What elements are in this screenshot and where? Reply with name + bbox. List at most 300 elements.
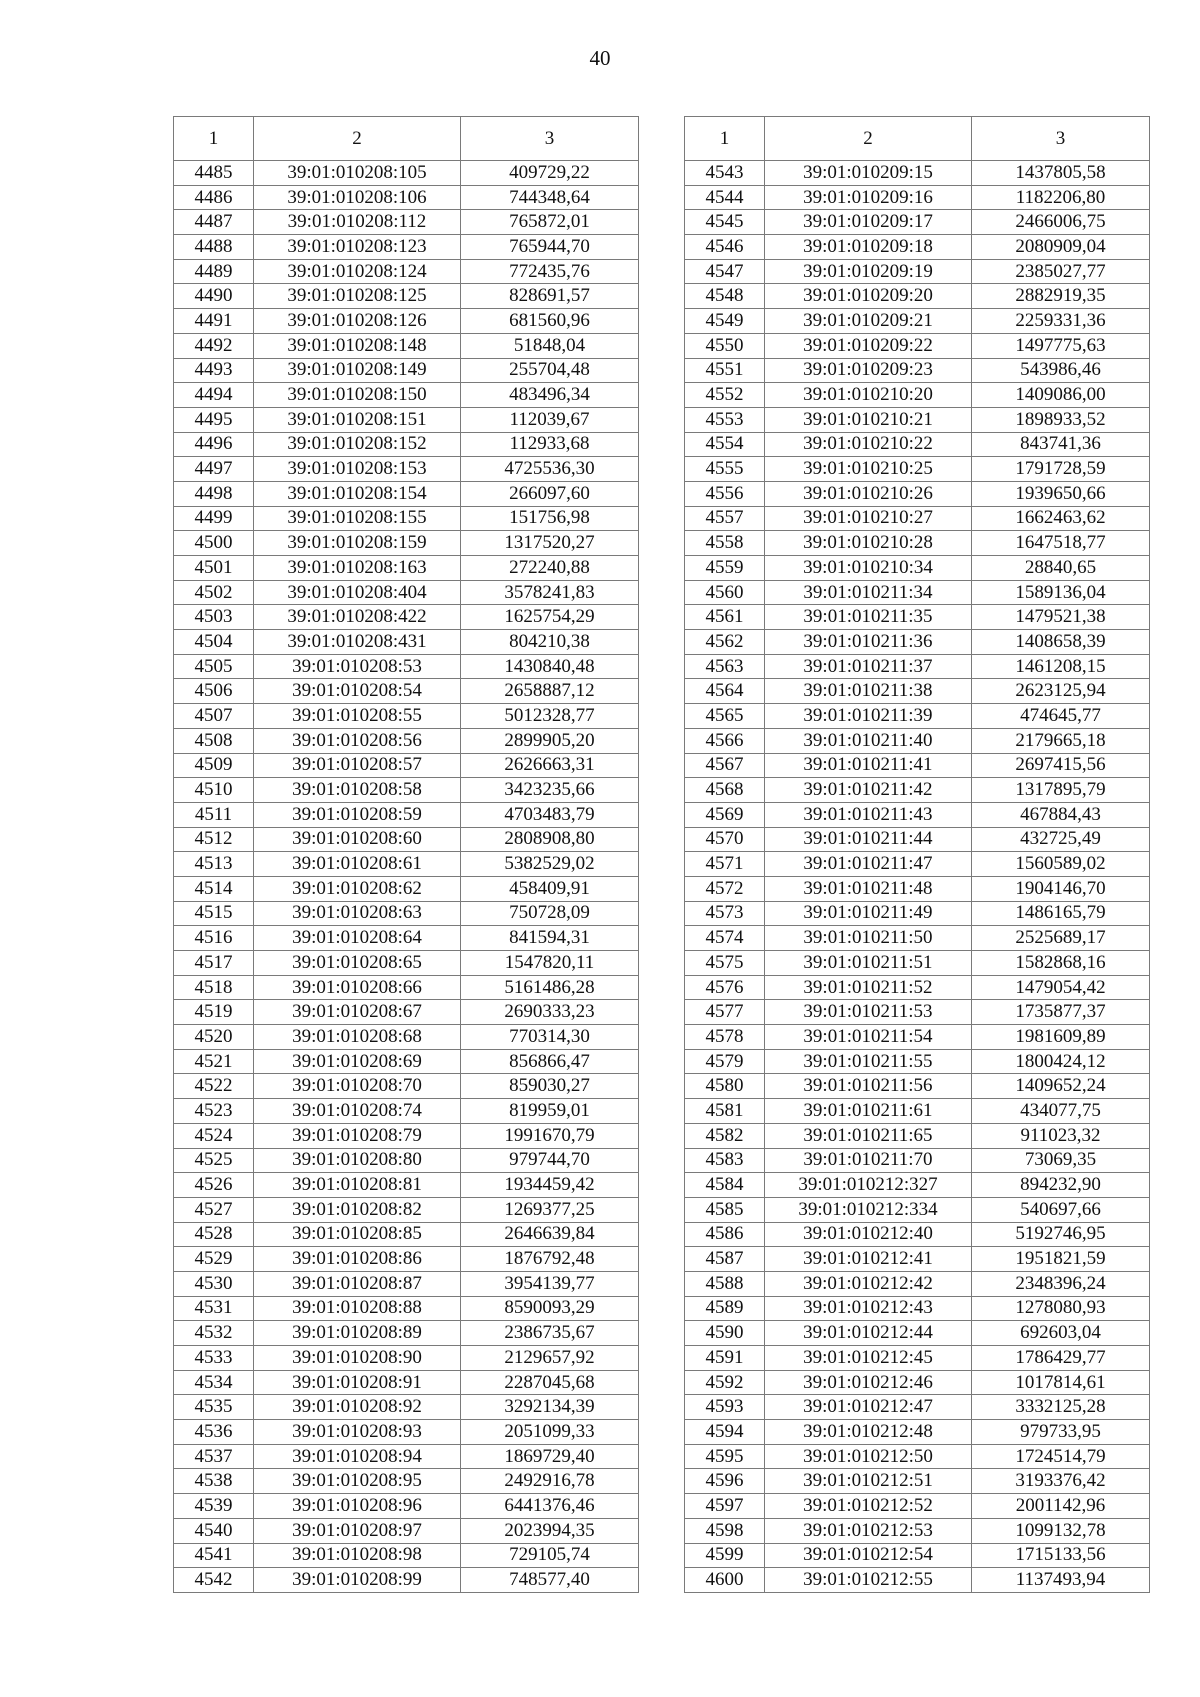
value-cell: 2287045,68 — [461, 1370, 639, 1395]
cadastral-number-cell: 39:01:010208:61 — [254, 852, 461, 877]
cadastral-number-cell: 39:01:010208:152 — [254, 432, 461, 457]
row-number-cell: 4572 — [685, 876, 765, 901]
cadastral-number-cell: 39:01:010208:80 — [254, 1148, 461, 1173]
row-number-cell: 4530 — [174, 1271, 254, 1296]
value-cell: 979733,95 — [972, 1420, 1150, 1445]
table-row — [685, 951, 1150, 976]
row-number-cell: 4599 — [685, 1543, 765, 1568]
cadastral-number-cell: 39:01:010208:96 — [254, 1494, 461, 1519]
cadastral-number-cell: 39:01:010208:150 — [254, 383, 461, 408]
table-row — [685, 1346, 1150, 1371]
table-row — [174, 1395, 639, 1420]
row-number-cell: 4509 — [174, 753, 254, 778]
table-row — [174, 753, 639, 778]
table-header-row — [685, 117, 1150, 161]
value-cell: 1589136,04 — [972, 580, 1150, 605]
table-row — [174, 1000, 639, 1025]
row-number-cell: 4491 — [174, 309, 254, 334]
cadastral-number-cell: 39:01:010212:43 — [765, 1296, 972, 1321]
table-row — [174, 185, 639, 210]
value-cell: 1317895,79 — [972, 778, 1150, 803]
row-number-cell: 4558 — [685, 531, 765, 556]
table-row — [685, 926, 1150, 951]
value-cell: 1904146,70 — [972, 876, 1150, 901]
table-row — [174, 605, 639, 630]
header-col-3: 3 — [972, 117, 1150, 161]
table-row — [685, 802, 1150, 827]
row-number-cell: 4522 — [174, 1074, 254, 1099]
table-row — [174, 802, 639, 827]
value-cell: 1497775,63 — [972, 333, 1150, 358]
row-number-cell: 4494 — [174, 383, 254, 408]
row-number-cell: 4495 — [174, 407, 254, 432]
table-row — [174, 901, 639, 926]
table-row — [685, 1025, 1150, 1050]
cadastral-number-cell: 39:01:010211:37 — [765, 654, 972, 679]
value-cell: 729105,74 — [461, 1543, 639, 1568]
cadastral-number-cell: 39:01:010211:56 — [765, 1074, 972, 1099]
cadastral-number-cell: 39:01:010208:155 — [254, 506, 461, 531]
row-number-cell: 4487 — [174, 210, 254, 235]
cadastral-number-cell: 39:01:010211:34 — [765, 580, 972, 605]
cadastral-number-cell: 39:01:010208:148 — [254, 333, 461, 358]
table-row — [174, 1346, 639, 1371]
row-number-cell: 4593 — [685, 1395, 765, 1420]
table-row — [685, 753, 1150, 778]
value-cell: 2690333,23 — [461, 1000, 639, 1025]
table-row — [685, 161, 1150, 186]
value-cell: 2348396,24 — [972, 1271, 1150, 1296]
row-number-cell: 4515 — [174, 901, 254, 926]
row-number-cell: 4500 — [174, 531, 254, 556]
value-cell: 2080909,04 — [972, 235, 1150, 260]
value-cell: 1278080,93 — [972, 1296, 1150, 1321]
value-cell: 2385027,77 — [972, 259, 1150, 284]
row-number-cell: 4488 — [174, 235, 254, 260]
cadastral-number-cell: 39:01:010211:39 — [765, 704, 972, 729]
table-row — [685, 1099, 1150, 1124]
row-number-cell: 4508 — [174, 728, 254, 753]
table-row — [174, 432, 639, 457]
cadastral-number-cell: 39:01:010208:54 — [254, 679, 461, 704]
table-row — [685, 1049, 1150, 1074]
value-cell: 1625754,29 — [461, 605, 639, 630]
value-cell: 770314,30 — [461, 1025, 639, 1050]
cadastral-number-cell: 39:01:010208:106 — [254, 185, 461, 210]
value-cell: 1647518,77 — [972, 531, 1150, 556]
value-cell: 2023994,35 — [461, 1518, 639, 1543]
table-row — [685, 1420, 1150, 1445]
header-col-1: 1 — [174, 117, 254, 161]
cadastral-number-cell: 39:01:010211:55 — [765, 1049, 972, 1074]
table-row — [685, 704, 1150, 729]
row-number-cell: 4565 — [685, 704, 765, 729]
table-row — [174, 556, 639, 581]
cadastral-number-cell: 39:01:010211:35 — [765, 605, 972, 630]
row-number-cell: 4535 — [174, 1395, 254, 1420]
cadastral-number-cell: 39:01:010208:151 — [254, 407, 461, 432]
cadastral-number-cell: 39:01:010209:23 — [765, 358, 972, 383]
cadastral-number-cell: 39:01:010208:85 — [254, 1222, 461, 1247]
value-cell: 3423235,66 — [461, 778, 639, 803]
row-number-cell: 4523 — [174, 1099, 254, 1124]
row-number-cell: 4528 — [174, 1222, 254, 1247]
table-row — [174, 210, 639, 235]
value-cell: 2129657,92 — [461, 1346, 639, 1371]
value-cell: 2658887,12 — [461, 679, 639, 704]
table-row — [685, 654, 1150, 679]
value-cell: 1182206,80 — [972, 185, 1150, 210]
value-cell: 1791728,59 — [972, 457, 1150, 482]
cadastral-number-cell: 39:01:010208:53 — [254, 654, 461, 679]
value-cell: 1317520,27 — [461, 531, 639, 556]
value-cell: 894232,90 — [972, 1173, 1150, 1198]
cadastral-number-cell: 39:01:010210:25 — [765, 457, 972, 482]
row-number-cell: 4562 — [685, 630, 765, 655]
value-cell: 112933,68 — [461, 432, 639, 457]
value-cell: 1876792,48 — [461, 1247, 639, 1272]
table-row — [174, 309, 639, 334]
row-number-cell: 4544 — [685, 185, 765, 210]
cadastral-number-cell: 39:01:010211:49 — [765, 901, 972, 926]
row-number-cell: 4580 — [685, 1074, 765, 1099]
cadastral-number-cell: 39:01:010208:105 — [254, 161, 461, 186]
table-row — [685, 852, 1150, 877]
cadastral-number-cell: 39:01:010211:36 — [765, 630, 972, 655]
cadastral-number-cell: 39:01:010209:15 — [765, 161, 972, 186]
cadastral-number-cell: 39:01:010208:123 — [254, 235, 461, 260]
cadastral-number-cell: 39:01:010212:45 — [765, 1346, 972, 1371]
table-row — [685, 556, 1150, 581]
value-cell: 543986,46 — [972, 358, 1150, 383]
row-number-cell: 4526 — [174, 1173, 254, 1198]
cadastral-number-cell: 39:01:010208:126 — [254, 309, 461, 334]
cadastral-number-cell: 39:01:010208:99 — [254, 1568, 461, 1593]
value-cell: 765872,01 — [461, 210, 639, 235]
table-row — [685, 1395, 1150, 1420]
value-cell: 1409652,24 — [972, 1074, 1150, 1099]
value-cell: 2051099,33 — [461, 1420, 639, 1445]
table-row — [174, 1025, 639, 1050]
value-cell: 804210,38 — [461, 630, 639, 655]
value-cell: 2623125,94 — [972, 679, 1150, 704]
cadastral-number-cell: 39:01:010212:46 — [765, 1370, 972, 1395]
row-number-cell: 4583 — [685, 1148, 765, 1173]
header-col-3: 3 — [461, 117, 639, 161]
value-cell: 2646639,84 — [461, 1222, 639, 1247]
row-number-cell: 4551 — [685, 358, 765, 383]
row-number-cell: 4501 — [174, 556, 254, 581]
cadastral-number-cell: 39:01:010208:163 — [254, 556, 461, 581]
table-row — [685, 1247, 1150, 1272]
row-number-cell: 4563 — [685, 654, 765, 679]
cadastral-number-cell: 39:01:010212:51 — [765, 1469, 972, 1494]
value-cell: 856866,47 — [461, 1049, 639, 1074]
row-number-cell: 4541 — [174, 1543, 254, 1568]
value-cell: 28840,65 — [972, 556, 1150, 581]
row-number-cell: 4591 — [685, 1346, 765, 1371]
table-row — [685, 506, 1150, 531]
table-row — [685, 358, 1150, 383]
value-cell: 458409,91 — [461, 876, 639, 901]
row-number-cell: 4510 — [174, 778, 254, 803]
table-row — [174, 259, 639, 284]
table-row — [174, 1444, 639, 1469]
row-number-cell: 4507 — [174, 704, 254, 729]
cadastral-number-cell: 39:01:010208:56 — [254, 728, 461, 753]
row-number-cell: 4531 — [174, 1296, 254, 1321]
row-number-cell: 4589 — [685, 1296, 765, 1321]
row-number-cell: 4533 — [174, 1346, 254, 1371]
cadastral-number-cell: 39:01:010210:27 — [765, 506, 972, 531]
value-cell: 1724514,79 — [972, 1444, 1150, 1469]
cadastral-number-cell: 39:01:010208:70 — [254, 1074, 461, 1099]
table-row — [174, 1123, 639, 1148]
table-row — [685, 407, 1150, 432]
cadastral-number-cell: 39:01:010208:153 — [254, 457, 461, 482]
table-row — [174, 654, 639, 679]
cadastral-number-cell: 39:01:010208:97 — [254, 1518, 461, 1543]
table-row — [174, 1271, 639, 1296]
row-number-cell: 4506 — [174, 679, 254, 704]
value-cell: 1547820,11 — [461, 951, 639, 976]
table-row — [174, 926, 639, 951]
cadastral-number-cell: 39:01:010211:40 — [765, 728, 972, 753]
table-row — [685, 531, 1150, 556]
row-number-cell: 4490 — [174, 284, 254, 309]
row-number-cell: 4578 — [685, 1025, 765, 1050]
cadastral-number-cell: 39:01:010208:67 — [254, 1000, 461, 1025]
cadastral-number-cell: 39:01:010208:74 — [254, 1099, 461, 1124]
cadastral-number-cell: 39:01:010212:41 — [765, 1247, 972, 1272]
table-row — [174, 728, 639, 753]
row-number-cell: 4536 — [174, 1420, 254, 1445]
row-number-cell: 4512 — [174, 827, 254, 852]
cadastral-table-right — [684, 116, 1150, 1593]
cadastral-number-cell: 39:01:010208:159 — [254, 531, 461, 556]
row-number-cell: 4554 — [685, 432, 765, 457]
row-number-cell: 4532 — [174, 1321, 254, 1346]
cadastral-number-cell: 39:01:010208:79 — [254, 1123, 461, 1148]
value-cell: 266097,60 — [461, 481, 639, 506]
cadastral-number-cell: 39:01:010208:69 — [254, 1049, 461, 1074]
row-number-cell: 4534 — [174, 1370, 254, 1395]
cadastral-number-cell: 39:01:010208:125 — [254, 284, 461, 309]
row-number-cell: 4486 — [174, 185, 254, 210]
value-cell: 1715133,56 — [972, 1543, 1150, 1568]
value-cell: 1869729,40 — [461, 1444, 639, 1469]
value-cell: 748577,40 — [461, 1568, 639, 1593]
value-cell: 4703483,79 — [461, 802, 639, 827]
cadastral-number-cell: 39:01:010208:55 — [254, 704, 461, 729]
cadastral-number-cell: 39:01:010211:65 — [765, 1123, 972, 1148]
value-cell: 8590093,29 — [461, 1296, 639, 1321]
value-cell: 841594,31 — [461, 926, 639, 951]
value-cell: 73069,35 — [972, 1148, 1150, 1173]
value-cell: 1409086,00 — [972, 383, 1150, 408]
cadastral-number-cell: 39:01:010212:334 — [765, 1197, 972, 1222]
value-cell: 255704,48 — [461, 358, 639, 383]
cadastral-number-cell: 39:01:010208:57 — [254, 753, 461, 778]
table-row — [685, 1197, 1150, 1222]
table-row — [174, 235, 639, 260]
cadastral-number-cell: 39:01:010212:54 — [765, 1543, 972, 1568]
table-row — [685, 728, 1150, 753]
row-number-cell: 4529 — [174, 1247, 254, 1272]
value-cell: 272240,88 — [461, 556, 639, 581]
table-row — [174, 1222, 639, 1247]
value-cell: 1951821,59 — [972, 1247, 1150, 1272]
table-row — [685, 679, 1150, 704]
value-cell: 2492916,78 — [461, 1469, 639, 1494]
table-row — [174, 1074, 639, 1099]
table-row — [685, 1123, 1150, 1148]
cadastral-number-cell: 39:01:010211:70 — [765, 1148, 972, 1173]
row-number-cell: 4547 — [685, 259, 765, 284]
cadastral-number-cell: 39:01:010208:90 — [254, 1346, 461, 1371]
row-number-cell: 4543 — [685, 161, 765, 186]
cadastral-number-cell: 39:01:010208:64 — [254, 926, 461, 951]
row-number-cell: 4525 — [174, 1148, 254, 1173]
row-number-cell: 4592 — [685, 1370, 765, 1395]
table-row — [174, 1370, 639, 1395]
table-row — [174, 1469, 639, 1494]
value-cell: 2626663,31 — [461, 753, 639, 778]
row-number-cell: 4561 — [685, 605, 765, 630]
table-row — [685, 284, 1150, 309]
cadastral-number-cell: 39:01:010209:22 — [765, 333, 972, 358]
value-cell: 1560589,02 — [972, 852, 1150, 877]
table-row — [685, 1370, 1150, 1395]
cadastral-number-cell: 39:01:010212:327 — [765, 1173, 972, 1198]
value-cell: 432725,49 — [972, 827, 1150, 852]
cadastral-number-cell: 39:01:010208:62 — [254, 876, 461, 901]
cadastral-number-cell: 39:01:010211:38 — [765, 679, 972, 704]
value-cell: 2259331,36 — [972, 309, 1150, 334]
cadastral-number-cell: 39:01:010212:44 — [765, 1321, 972, 1346]
table-row — [174, 506, 639, 531]
row-number-cell: 4576 — [685, 975, 765, 1000]
row-number-cell: 4514 — [174, 876, 254, 901]
value-cell: 2386735,67 — [461, 1321, 639, 1346]
table-row — [685, 259, 1150, 284]
table-row — [685, 778, 1150, 803]
row-number-cell: 4586 — [685, 1222, 765, 1247]
value-cell: 1461208,15 — [972, 654, 1150, 679]
value-cell: 5192746,95 — [972, 1222, 1150, 1247]
row-number-cell: 4513 — [174, 852, 254, 877]
value-cell: 467884,43 — [972, 802, 1150, 827]
cadastral-number-cell: 39:01:010210:34 — [765, 556, 972, 581]
cadastral-number-cell: 39:01:010208:86 — [254, 1247, 461, 1272]
value-cell: 434077,75 — [972, 1099, 1150, 1124]
cadastral-number-cell: 39:01:010212:50 — [765, 1444, 972, 1469]
header-col-2: 2 — [765, 117, 972, 161]
table-row — [174, 951, 639, 976]
table-row — [685, 1271, 1150, 1296]
cadastral-table-left — [173, 116, 639, 1593]
page-number: 40 — [589, 46, 611, 70]
value-cell: 1437805,58 — [972, 161, 1150, 186]
value-cell: 1099132,78 — [972, 1518, 1150, 1543]
row-number-cell: 4546 — [685, 235, 765, 260]
row-number-cell: 4485 — [174, 161, 254, 186]
cadastral-number-cell: 39:01:010211:47 — [765, 852, 972, 877]
row-number-cell: 4538 — [174, 1469, 254, 1494]
cadastral-number-cell: 39:01:010212:42 — [765, 1271, 972, 1296]
value-cell: 1934459,42 — [461, 1173, 639, 1198]
value-cell: 1991670,79 — [461, 1123, 639, 1148]
value-cell: 1800424,12 — [972, 1049, 1150, 1074]
table-row — [685, 827, 1150, 852]
table-row — [174, 778, 639, 803]
cadastral-number-cell: 39:01:010210:21 — [765, 407, 972, 432]
cadastral-number-cell: 39:01:010208:58 — [254, 778, 461, 803]
value-cell: 859030,27 — [461, 1074, 639, 1099]
value-cell: 483496,34 — [461, 383, 639, 408]
value-cell: 828691,57 — [461, 284, 639, 309]
value-cell: 1017814,61 — [972, 1370, 1150, 1395]
row-number-cell: 4545 — [685, 210, 765, 235]
row-number-cell: 4553 — [685, 407, 765, 432]
table-row — [685, 383, 1150, 408]
row-number-cell: 4574 — [685, 926, 765, 951]
table-row — [174, 1049, 639, 1074]
row-number-cell: 4557 — [685, 506, 765, 531]
row-number-cell: 4596 — [685, 1469, 765, 1494]
row-number-cell: 4489 — [174, 259, 254, 284]
table-row — [174, 1518, 639, 1543]
row-number-cell: 4579 — [685, 1049, 765, 1074]
row-number-cell: 4584 — [685, 1173, 765, 1198]
cadastral-number-cell: 39:01:010209:18 — [765, 235, 972, 260]
row-number-cell: 4582 — [685, 1123, 765, 1148]
cadastral-number-cell: 39:01:010212:48 — [765, 1420, 972, 1445]
value-cell: 3954139,77 — [461, 1271, 639, 1296]
row-number-cell: 4540 — [174, 1518, 254, 1543]
value-cell: 409729,22 — [461, 161, 639, 186]
row-number-cell: 4569 — [685, 802, 765, 827]
row-number-cell: 4517 — [174, 951, 254, 976]
cadastral-number-cell: 39:01:010208:89 — [254, 1321, 461, 1346]
value-cell: 750728,09 — [461, 901, 639, 926]
row-number-cell: 4542 — [174, 1568, 254, 1593]
table-row — [174, 1296, 639, 1321]
table-row — [174, 481, 639, 506]
row-number-cell: 4537 — [174, 1444, 254, 1469]
value-cell: 1981609,89 — [972, 1025, 1150, 1050]
table-row — [174, 827, 639, 852]
value-cell: 474645,77 — [972, 704, 1150, 729]
cadastral-number-cell: 39:01:010212:55 — [765, 1568, 972, 1593]
table-row — [685, 210, 1150, 235]
value-cell: 4725536,30 — [461, 457, 639, 482]
row-number-cell: 4519 — [174, 1000, 254, 1025]
value-cell: 2179665,18 — [972, 728, 1150, 753]
table-row — [685, 1518, 1150, 1543]
table-row — [174, 1543, 639, 1568]
row-number-cell: 4511 — [174, 802, 254, 827]
cadastral-number-cell: 39:01:010208:87 — [254, 1271, 461, 1296]
value-cell: 5161486,28 — [461, 975, 639, 1000]
value-cell: 540697,66 — [972, 1197, 1150, 1222]
value-cell: 2899905,20 — [461, 728, 639, 753]
cadastral-number-cell: 39:01:010210:22 — [765, 432, 972, 457]
value-cell: 5382529,02 — [461, 852, 639, 877]
cadastral-number-cell: 39:01:010208:65 — [254, 951, 461, 976]
cadastral-number-cell: 39:01:010211:42 — [765, 778, 972, 803]
table-row — [174, 1420, 639, 1445]
